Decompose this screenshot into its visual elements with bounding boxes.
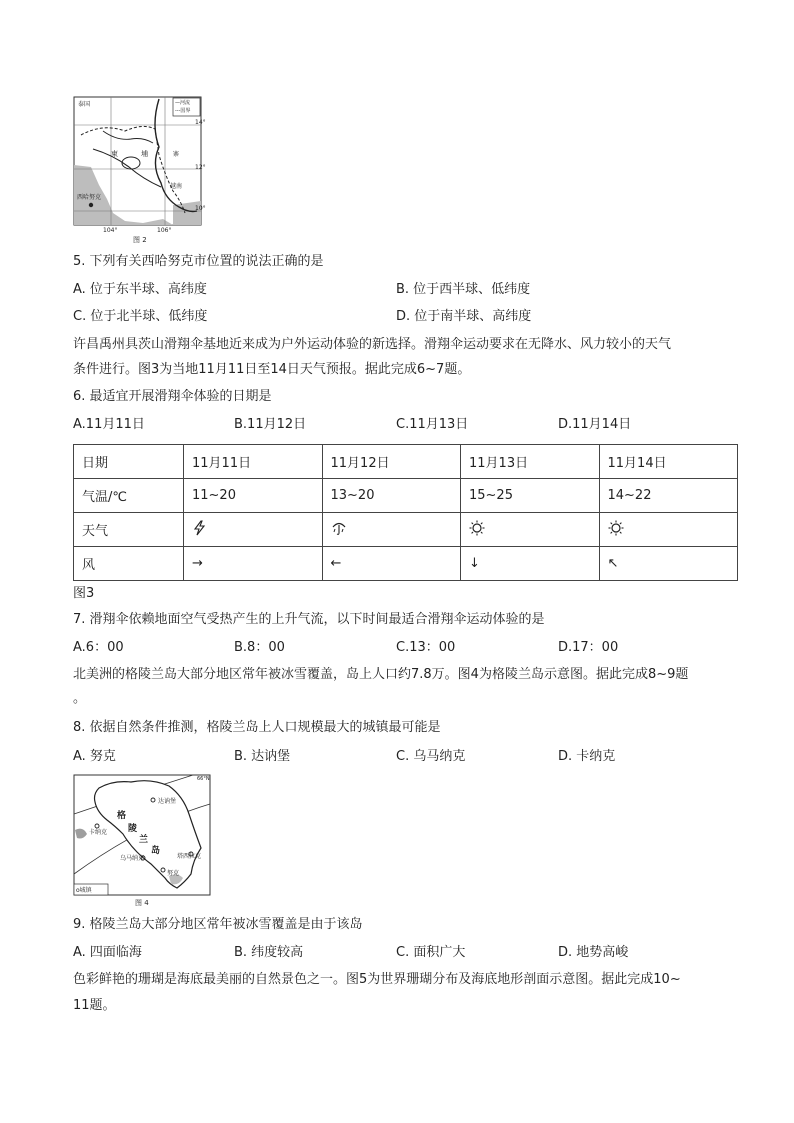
question-5-option-a: A. 位于东半球、高纬度 — [73, 282, 207, 297]
thunderstorm-icon — [192, 520, 208, 536]
question-9-option-c: C. 面积广大 — [396, 945, 466, 960]
greenland-label-ling: 陵 — [128, 824, 138, 834]
table-cell-temperature: 11~20 — [184, 479, 323, 513]
map-label-cambodia-2: 埔 — [141, 150, 148, 158]
question-6-option-b: B.11月12日 — [234, 417, 307, 432]
map-cambodia-svg — [73, 95, 208, 243]
question-8-option-b: B. 达讷堡 — [234, 749, 291, 764]
sunny-icon — [608, 520, 624, 536]
figure-2-map — [73, 95, 208, 243]
table-cell-weather — [599, 513, 738, 547]
question-6-option-d: D.11月14日 — [558, 417, 632, 432]
question-6-option-c: C.11月13日 — [396, 417, 469, 432]
town-label-nuuk: 努克 — [167, 870, 180, 877]
town-label-tasiilaq: 塔西拉克 — [177, 853, 202, 860]
town-label-danaborg: 达讷堡 — [158, 798, 177, 805]
passage-coral-line-1: 色彩鲜艳的珊瑚是海底最美丽的自然景色之一。图5为世界珊瑚分布及海底地形剖面示意图。据此完成10~ — [73, 972, 681, 987]
question-8-stem: 8. 依据自然条件推测，格陵兰岛上人口规模最大的城镇最可能是 — [73, 720, 441, 735]
table-cell-date: 11月12日 — [322, 445, 461, 479]
table-cell-date: 11月14日 — [599, 445, 738, 479]
figure-3-caption: 图3 — [73, 586, 95, 601]
table-row-temperature — [74, 479, 738, 513]
question-7-option-a: A.6：00 — [73, 640, 124, 655]
question-6-option-a: A.11月11日 — [73, 417, 145, 432]
town-label-kanak: 卡纳克 — [89, 829, 108, 836]
table-cell-wind-arrow: ↓ — [461, 547, 600, 581]
table-cell-weather — [461, 513, 600, 547]
question-9-stem: 9. 格陵兰岛大部分地区常年被冰雪覆盖是由于该岛 — [73, 917, 363, 932]
question-9-option-d: D. 地势高峻 — [558, 945, 629, 960]
map-label-thailand: 泰国 — [78, 101, 91, 108]
question-8-option-c: C. 乌马纳克 — [396, 749, 466, 764]
question-5-stem: 5. 下列有关西哈努克市位置的说法正确的是 — [73, 254, 324, 269]
map-label-cambodia-3: 寨 — [173, 151, 180, 158]
map-lat-10: 10° — [195, 205, 206, 212]
table-cell-temperature: 13~20 — [322, 479, 461, 513]
passage-paragliding-line-1: 许昌禹州具茨山滑翔伞基地近来成为户外运动体验的新选择。滑翔伞运动要求在无降水、风力较小的天气 — [73, 337, 672, 352]
map-lon-106: 106° — [157, 227, 172, 234]
table-cell-temperature: 15~25 — [461, 479, 600, 513]
map-legend-border: ---国界 — [175, 108, 191, 114]
table-row-wind — [74, 547, 738, 581]
sunny-icon — [469, 520, 485, 536]
table-header-temperature: 气温/℃ — [74, 479, 184, 513]
rain-icon — [331, 520, 347, 536]
table-cell-wind-arrow: ← — [322, 547, 461, 581]
question-7-stem: 7. 滑翔伞依赖地面空气受热产生的上升气流，以下时间最适合滑翔伞运动体验的是 — [73, 612, 545, 627]
table-cell-date: 11月13日 — [461, 445, 600, 479]
question-8-option-a: A. 努克 — [73, 749, 116, 764]
passage-greenland-line-2: 。 — [73, 691, 87, 706]
question-9-option-a: A. 四面临海 — [73, 945, 142, 960]
table-header-weather: 天气 — [74, 513, 184, 547]
table-row-date — [74, 445, 738, 479]
passage-paragliding-line-2: 条件进行。图3为当地11月11日至14日天气预报。据此完成6~7题。 — [73, 362, 471, 377]
map-lon-104: 104° — [103, 227, 118, 234]
question-7-option-d: D.17：00 — [558, 640, 619, 655]
town-label-umanak: 乌马纳克 — [120, 855, 145, 862]
table-row-weather — [74, 513, 738, 547]
question-7-option-b: B.8：00 — [234, 640, 285, 655]
table-cell-weather — [184, 513, 323, 547]
map-lat-14: 14° — [195, 119, 206, 126]
greenland-label-ge: 格 — [117, 811, 127, 821]
table-cell-weather — [322, 513, 461, 547]
table-cell-wind-arrow: ↖ — [599, 547, 738, 581]
map-lat-12: 12° — [195, 164, 206, 171]
table-cell-wind-arrow: → — [184, 547, 323, 581]
question-9-option-b: B. 纬度较高 — [234, 945, 304, 960]
greenland-label-lan: 兰 — [139, 835, 149, 845]
table-cell-temperature: 14~22 — [599, 479, 738, 513]
figure-4-map — [73, 774, 213, 908]
question-5-option-b: B. 位于西半球、低纬度 — [396, 282, 531, 297]
passage-greenland-line-1: 北美洲的格陵兰岛大部分地区常年被冰雪覆盖，岛上人口约7.8万。图4为格陵兰岛示意图。据此完成8~9题 — [73, 667, 689, 682]
map-label-cambodia: 柬 — [111, 150, 118, 158]
figure-2-caption: 图 2 — [133, 236, 147, 244]
greenland-label-dao: 岛 — [151, 846, 161, 856]
table-cell-date: 11月11日 — [184, 445, 323, 479]
table-header-date: 日期 — [74, 445, 184, 479]
question-7-option-c: C.13：00 — [396, 640, 456, 655]
map-label-sihanoukville: 西哈努克 — [77, 194, 102, 201]
question-6-stem: 6. 最适宜开展滑翔伞体验的日期是 — [73, 389, 272, 404]
latitude-label: 66°N — [197, 776, 210, 782]
question-5-option-d: D. 位于南半球、高纬度 — [396, 309, 532, 324]
map-legend-river: —河流 — [175, 100, 191, 106]
map-legend-town: o城镇 — [76, 887, 92, 894]
weather-forecast-table — [73, 444, 738, 581]
passage-coral-line-2: 11题。 — [73, 998, 116, 1013]
map-label-vietnam: 越南 — [170, 183, 183, 190]
question-5-option-c: C. 位于北半球、低纬度 — [73, 309, 208, 324]
table-header-wind: 风 — [74, 547, 184, 581]
figure-4-caption: 图 4 — [135, 899, 149, 907]
question-8-option-d: D. 卡纳克 — [558, 749, 616, 764]
